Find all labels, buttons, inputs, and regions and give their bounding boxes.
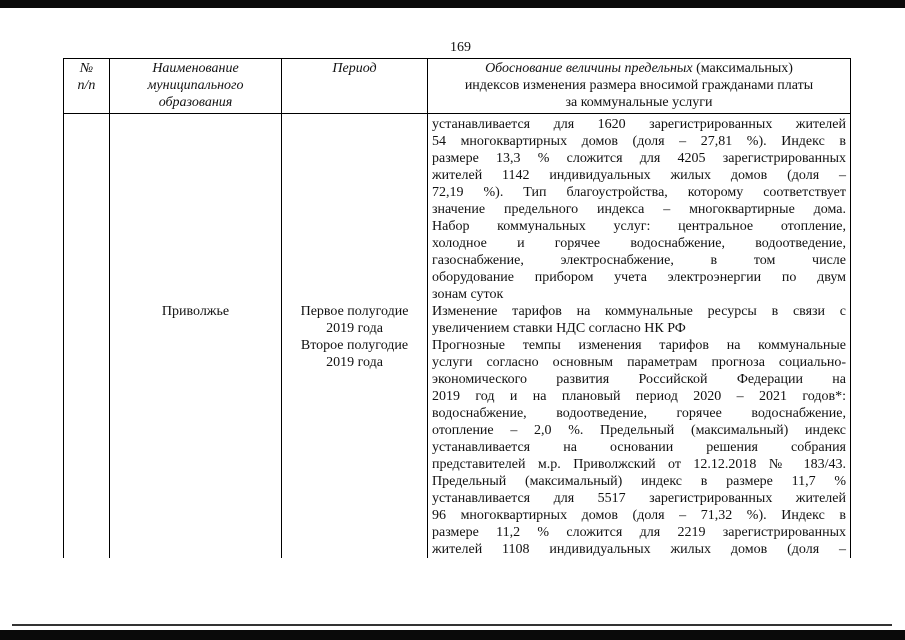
text-line: устанавливается для 5517 зарегистрированных жителей — [432, 491, 846, 507]
justification-forecast — [432, 337, 846, 558]
cell-period — [282, 303, 428, 558]
header-justification-line-3: за коммунальные услуги — [565, 94, 713, 110]
table-row-privolzhye — [64, 303, 851, 558]
text-line: оборудование прибором учета электроэнергии по двум — [432, 270, 846, 286]
period-label: Первое полугодие — [300, 304, 409, 320]
cell-municipality — [110, 303, 282, 558]
header-period — [282, 59, 428, 114]
cell-number — [64, 116, 110, 303]
text-line: услуги согласно основным параметрам прогноза социально- — [432, 355, 846, 371]
cell-justification — [428, 303, 851, 558]
tariff-index-table — [63, 58, 851, 558]
header-number — [64, 59, 110, 114]
page-number: 169 — [450, 40, 471, 55]
municipality-name: Приволжье — [161, 304, 230, 320]
text-line: газоснабжение, электроснабжение, в том числе — [432, 253, 846, 269]
cell-continuation-text — [428, 116, 851, 303]
text-line: 96 многоквартирных домов (доля – 71,32 %). Индекс в — [432, 508, 846, 524]
text-line: Изменение тарифов на коммунальные ресурсы в связи с — [432, 304, 846, 320]
text-line: увеличением ставки НДС согласно НК РФ — [432, 321, 686, 337]
text-line: холодное и горячее водоснабжение, водоотведение, — [432, 236, 846, 252]
text-line: жителей 1142 индивидуальных жилых домов (доля – — [432, 168, 846, 184]
header-justification-line-2: индексов изменения размера вносимой гражданами платы — [464, 77, 814, 93]
period-first-half — [286, 303, 423, 337]
header-municipality-line-1: Наименование — [152, 61, 239, 76]
text-line: значение предельного индекса – многоквартирные дома. — [432, 202, 846, 218]
header-municipality — [110, 59, 282, 114]
text-line: размере 13,3 % сложится для 4205 зарегистрированных — [432, 151, 846, 167]
header-justification-line-1 — [432, 61, 846, 78]
text-line: зонам суток — [432, 287, 504, 303]
text-line: Предельный (максимальный) индекс в размере 11,7 % — [432, 474, 846, 490]
period-year: 2019 года — [326, 355, 383, 371]
period-second-half — [286, 337, 423, 371]
cell-number — [64, 303, 110, 558]
header-number-line-2: п/п — [77, 77, 96, 93]
table-header-row — [64, 59, 851, 114]
text-line: экономического развития Российской Федерации на — [432, 372, 846, 388]
text-line: 72,19 %). Тип благоустройства, которому соответствует — [432, 185, 846, 201]
text-line: Прогнозные темпы изменения тарифов на коммунальные — [432, 338, 846, 354]
text-line: 54 многоквартирных домов (доля – 27,81 %). Индекс в — [432, 134, 846, 150]
period-year: 2019 года — [326, 321, 383, 337]
table-row-continuation — [64, 116, 851, 303]
header-municipality-line-2: муниципального — [147, 77, 244, 93]
scan-edge-line — [12, 624, 892, 626]
header-justification-plain: (максимальных) — [692, 61, 793, 76]
text-line: представителей м.р. Приволжский от 12.12.2018 № 183/43. — [432, 457, 846, 473]
text-line: 2019 год и на плановый период 2020 – 2021 годов*: — [432, 389, 846, 405]
header-municipality-line-3: образования — [158, 94, 233, 110]
header-justification-italic: Обоснование величины предельных — [485, 61, 693, 76]
cell-municipality — [110, 116, 282, 303]
text-line: водоснабжение, водоотведение, горячее водоснабжение, — [432, 406, 846, 422]
text-line: отопление – 2,0 %. Предельный (максимальный) индекс — [432, 423, 846, 439]
text-line: жителей 1108 индивидуальных жилых домов (доля – — [432, 542, 846, 558]
period-label: Второе полугодие — [300, 338, 409, 354]
scan-edge-bottom — [0, 630, 905, 640]
text-line: устанавливается для 1620 зарегистрированных жителей — [432, 117, 846, 133]
text-line: Набор коммунальных услуг: центральное отопление, — [432, 219, 846, 235]
scan-edge-top — [0, 0, 905, 8]
header-number-line-1: № — [79, 61, 94, 76]
justification-vat-change — [432, 303, 846, 337]
cell-period — [282, 116, 428, 303]
header-justification — [428, 59, 851, 114]
header-period-label: Период — [332, 61, 377, 76]
text-line: устанавливается на основании решения собрания — [432, 440, 846, 456]
text-line: размере 11,2 % сложится для 2219 зарегистрированных — [432, 525, 846, 541]
